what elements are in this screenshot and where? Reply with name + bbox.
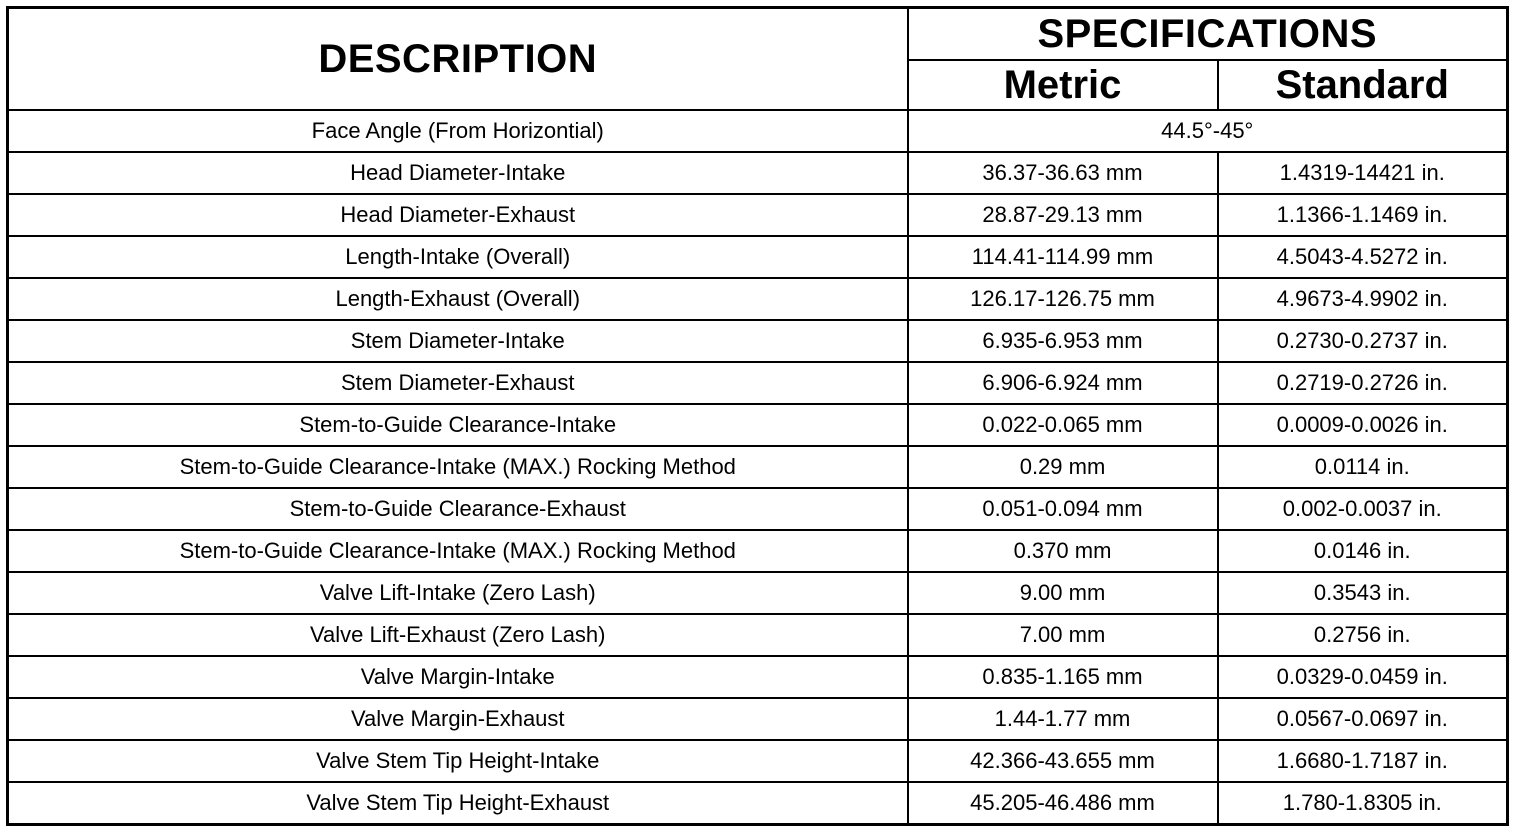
description-cell: Stem-to-Guide Clearance-Intake	[8, 404, 908, 446]
standard-cell: 0.2730-0.2737 in.	[1218, 320, 1508, 362]
table-row	[8, 194, 1508, 236]
description-header: DESCRIPTION	[8, 8, 908, 111]
metric-header: Metric	[908, 60, 1218, 110]
table-row	[8, 404, 1508, 446]
table-row	[8, 698, 1508, 740]
table-row	[8, 236, 1508, 278]
standard-cell: 0.0567-0.0697 in.	[1218, 698, 1508, 740]
metric-cell: 126.17-126.75 mm	[908, 278, 1218, 320]
description-cell: Stem-to-Guide Clearance-Exhaust	[8, 488, 908, 530]
standard-cell: 0.2719-0.2726 in.	[1218, 362, 1508, 404]
table-row	[8, 446, 1508, 488]
standard-cell: 1.780-1.8305 in.	[1218, 782, 1508, 825]
metric-cell: 1.44-1.77 mm	[908, 698, 1218, 740]
standard-cell: 1.6680-1.7187 in.	[1218, 740, 1508, 782]
metric-cell: 6.935-6.953 mm	[908, 320, 1218, 362]
metric-cell: 42.366-43.655 mm	[908, 740, 1218, 782]
description-cell: Valve Stem Tip Height-Exhaust	[8, 782, 908, 825]
standard-cell: 1.1366-1.1469 in.	[1218, 194, 1508, 236]
description-cell: Length-Exhaust (Overall)	[8, 278, 908, 320]
description-cell: Length-Intake (Overall)	[8, 236, 908, 278]
table-row	[8, 110, 1508, 152]
description-cell: Valve Stem Tip Height-Intake	[8, 740, 908, 782]
description-cell: Head Diameter-Intake	[8, 152, 908, 194]
table-row	[8, 614, 1508, 656]
metric-cell: 36.37-36.63 mm	[908, 152, 1218, 194]
standard-cell: 0.0009-0.0026 in.	[1218, 404, 1508, 446]
table-row	[8, 530, 1508, 572]
table-row	[8, 278, 1508, 320]
description-cell: Valve Margin-Intake	[8, 656, 908, 698]
standard-cell: 0.002-0.0037 in.	[1218, 488, 1508, 530]
valve-spec-table	[6, 6, 1509, 826]
table-row	[8, 656, 1508, 698]
standard-cell: 0.0329-0.0459 in.	[1218, 656, 1508, 698]
metric-cell: 45.205-46.486 mm	[908, 782, 1218, 825]
table-row	[8, 572, 1508, 614]
metric-cell: 0.835-1.165 mm	[908, 656, 1218, 698]
table-row	[8, 320, 1508, 362]
description-cell: Valve Lift-Exhaust (Zero Lash)	[8, 614, 908, 656]
metric-cell: 9.00 mm	[908, 572, 1218, 614]
metric-cell: 114.41-114.99 mm	[908, 236, 1218, 278]
face-angle-value-cell: 44.5°-45°	[908, 110, 1508, 152]
standard-cell: 0.2756 in.	[1218, 614, 1508, 656]
description-cell: Stem-to-Guide Clearance-Intake (MAX.) Rocking Method	[8, 446, 908, 488]
table-row	[8, 152, 1508, 194]
standard-cell: 4.9673-4.9902 in.	[1218, 278, 1508, 320]
metric-cell: 6.906-6.924 mm	[908, 362, 1218, 404]
description-cell: Valve Margin-Exhaust	[8, 698, 908, 740]
description-cell: Stem Diameter-Exhaust	[8, 362, 908, 404]
description-cell: Stem-to-Guide Clearance-Intake (MAX.) Rocking Method	[8, 530, 908, 572]
standard-header: Standard	[1218, 60, 1508, 110]
description-cell: Face Angle (From Horizontial)	[8, 110, 908, 152]
description-cell: Valve Lift-Intake (Zero Lash)	[8, 572, 908, 614]
table-row	[8, 782, 1508, 825]
standard-cell: 0.0114 in.	[1218, 446, 1508, 488]
standard-cell: 4.5043-4.5272 in.	[1218, 236, 1508, 278]
metric-cell: 0.370 mm	[908, 530, 1218, 572]
specifications-header: SPECIFICATIONS	[908, 8, 1508, 61]
standard-cell: 0.0146 in.	[1218, 530, 1508, 572]
standard-cell: 0.3543 in.	[1218, 572, 1508, 614]
metric-cell: 28.87-29.13 mm	[908, 194, 1218, 236]
description-cell: Stem Diameter-Intake	[8, 320, 908, 362]
metric-cell: 0.022-0.065 mm	[908, 404, 1218, 446]
metric-cell: 7.00 mm	[908, 614, 1218, 656]
table-row	[8, 740, 1508, 782]
metric-cell: 0.051-0.094 mm	[908, 488, 1218, 530]
table-row	[8, 362, 1508, 404]
description-cell: Head Diameter-Exhaust	[8, 194, 908, 236]
metric-cell: 0.29 mm	[908, 446, 1218, 488]
table-row	[8, 488, 1508, 530]
standard-cell: 1.4319-14421 in.	[1218, 152, 1508, 194]
